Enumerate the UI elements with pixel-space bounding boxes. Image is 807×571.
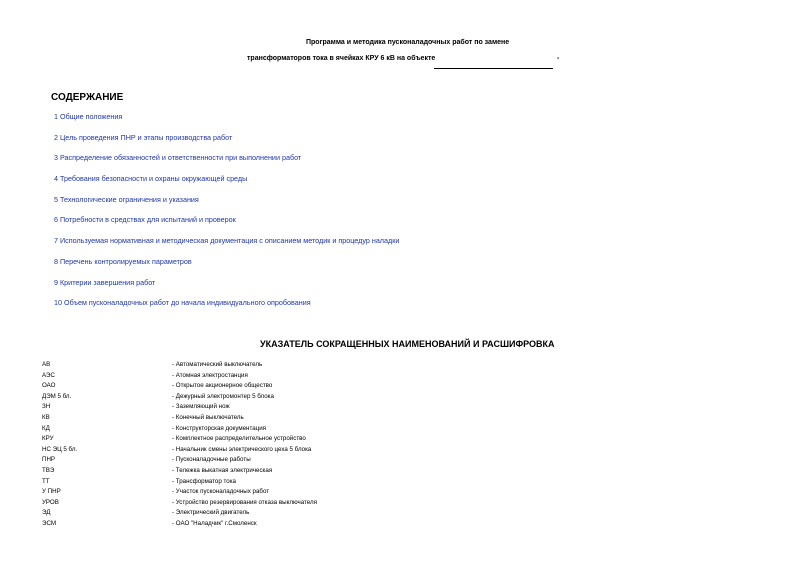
- toc-link-3[interactable]: 3 Распределение обязанностей и ответственности при выполнении работ: [54, 153, 302, 163]
- abbreviation-row: [42, 434, 562, 445]
- toc-title: СОДЕРЖАНИЕ: [51, 92, 124, 103]
- title-dash: -: [557, 55, 560, 62]
- abbreviation: УРОВ: [42, 498, 59, 506]
- abbreviation-description: - Тележка выкатная электрическая: [172, 466, 273, 474]
- toc-link-2[interactable]: 2 Цель проведения ПНР и этапы производства работ: [54, 132, 233, 142]
- abbreviation: КД: [42, 424, 50, 432]
- abbreviation: ЭД: [42, 509, 51, 517]
- abbreviation-description: - Дежурный электромонтер 5 блока: [172, 392, 274, 400]
- toc-link-9[interactable]: 9 Критерии завершения работ: [54, 277, 156, 287]
- abbreviation: ТВЭ: [42, 466, 55, 474]
- toc-link-7[interactable]: 7 Используемая нормативная и методическая документация с описанием методик и процедур наладки: [54, 236, 400, 246]
- abbreviation-row: [42, 413, 562, 424]
- table-of-contents: [54, 112, 399, 319]
- abbreviation: КВ: [42, 413, 50, 421]
- abbreviation: ТТ: [42, 477, 50, 485]
- abbreviation-row: [42, 381, 562, 392]
- abbreviation-row: [42, 508, 562, 519]
- abbreviation-description: - Заземляющий нож: [172, 403, 230, 411]
- abbreviation-row: [42, 455, 562, 466]
- abbreviation: АВ: [42, 361, 51, 368]
- abbreviation-description: - Комплектное распределительное устройство: [172, 435, 306, 443]
- abbreviation-row: [42, 498, 562, 509]
- document-title-line-1: Программа и методика пусконаладочных работ по замене: [306, 39, 510, 46]
- toc-link-4[interactable]: 4 Требования безопасности и охраны окружающей среды: [54, 174, 248, 184]
- abbreviations-list: [42, 360, 562, 530]
- abbreviation-description: - Конечный выключатель: [172, 413, 244, 421]
- abbreviation-description: - Конструкторская документация: [172, 424, 267, 432]
- abbreviation: КРУ: [42, 435, 54, 443]
- abbreviation-row: [42, 445, 562, 456]
- abbreviation: ОАО: [42, 382, 56, 390]
- abbreviation-description: - Пусконаладочные работы: [172, 456, 251, 464]
- abbreviation: АЭС: [42, 371, 55, 379]
- abbreviation-description: - ОАО "Наладчик" г.Смоленск: [172, 519, 257, 527]
- abbreviation-row: [42, 402, 562, 413]
- document-title-line-2: трансформаторов тока в ячейках КРУ 6 кВ на объекте: [247, 55, 436, 62]
- abbreviation: ПНР: [42, 456, 56, 464]
- toc-link-1[interactable]: 1 Общие положения: [54, 112, 123, 121]
- abbreviation-description: - Атомная электростанция: [172, 371, 248, 379]
- abbreviation-description: - Участок пусконаладочных работ: [172, 488, 270, 496]
- abbreviation-row: [42, 466, 562, 477]
- object-name-blank: [434, 68, 553, 69]
- toc-link-6[interactable]: 6 Потребности в средствах для испытаний и проверок: [54, 215, 236, 225]
- abbreviation: ЭСМ: [42, 519, 57, 527]
- abbreviation-row: [42, 519, 562, 530]
- abbreviation-row: [42, 487, 562, 498]
- abbreviation-description: - Открытое акционерное общество: [172, 382, 273, 390]
- abbreviation-row: [42, 392, 562, 403]
- abbreviation-description: - Начальник смены электрического цеха 5 блока: [172, 445, 312, 453]
- abbreviation: НС ЭЦ 5 бл.: [42, 445, 78, 453]
- abbreviation: ДЭМ 5 бл.: [42, 392, 72, 400]
- abbreviation-row: [42, 360, 562, 371]
- abbreviations-title: УКАЗАТЕЛЬ СОКРАЩЕННЫХ НАИМЕНОВАНИЙ И РАСШИФРОВКА: [260, 339, 555, 349]
- abbreviation-description: - Автоматический выключатель: [172, 361, 263, 368]
- toc-link-8[interactable]: 8 Перечень контролируемых параметров: [54, 256, 192, 266]
- toc-link-5[interactable]: 5 Технологические ограничения и указания: [54, 194, 199, 204]
- abbreviation-row: [42, 424, 562, 435]
- abbreviation: У ПНР: [42, 488, 61, 496]
- toc-link-10[interactable]: 10 Объем пусконаладочных работ до начала индивидуального опробования: [54, 298, 311, 308]
- abbreviation: ЗН: [42, 403, 51, 411]
- abbreviation-description: - Электрический двигатель: [172, 509, 250, 517]
- abbreviation-description: - Устройство резервирования отказа выключателя: [172, 498, 317, 506]
- abbreviation-row: [42, 371, 562, 382]
- abbreviation-description: - Трансформатор тока: [172, 477, 236, 485]
- abbreviation-row: [42, 477, 562, 488]
